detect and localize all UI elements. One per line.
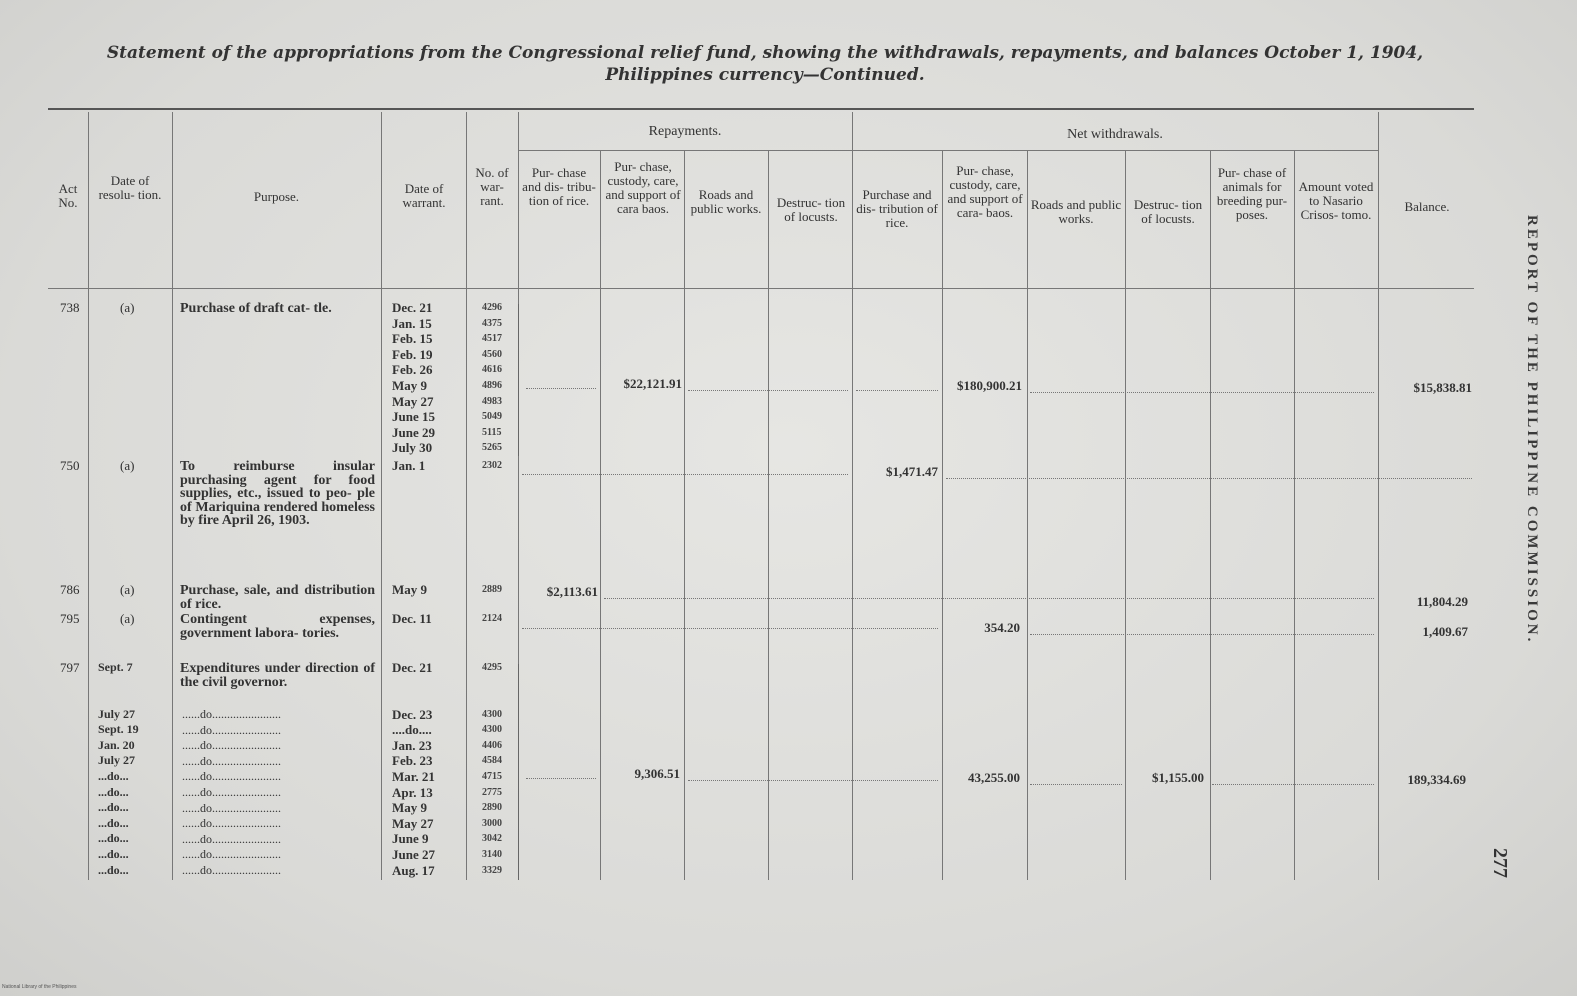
dot-leader	[1212, 784, 1374, 785]
col-line	[852, 112, 853, 880]
repayments-header: Repayments.	[648, 124, 722, 139]
title-line-1: Statement of the appropriations from the Congressional relief fund, showing the withdrawals, repayments, and balances October 1, 1904,	[106, 43, 1424, 63]
warrant-numbers	[482, 660, 502, 878]
header-nw-rice: Purchase and dis- tribution of rice.	[856, 187, 938, 230]
header-date-of-resolution: Date of resolu- tion.	[98, 173, 162, 202]
warrant-dates	[392, 660, 435, 878]
balance-amount: 189,334.69	[1407, 772, 1466, 787]
date-of-resolution: (a)	[120, 300, 135, 315]
warrant-number: 4517	[482, 333, 502, 345]
withdrawal-carabaos-amount: 43,255.00	[968, 770, 1020, 785]
dot-leader	[856, 390, 938, 391]
title-line-2: Philippines currency—Continued.	[605, 65, 925, 85]
header-purpose: Purpose.	[253, 189, 300, 204]
warrant-date: Feb. 15	[392, 331, 433, 347]
warrant-number: 5115	[482, 426, 502, 438]
warrant-number: 2775	[482, 786, 502, 798]
header-rep-carabaos: Pur- chase, custody, care, and support of cara baos.	[605, 159, 681, 216]
dot-leader	[1030, 634, 1374, 635]
warrant-number: 4896	[482, 379, 502, 391]
warrant-date: Aug. 17	[392, 862, 435, 878]
warrant-number: 2302	[482, 460, 502, 471]
dot-leader	[522, 474, 848, 475]
warrant-date: July 30	[392, 440, 433, 456]
act-no: 795	[60, 611, 80, 626]
warrant-date: Feb. 23	[392, 753, 433, 769]
warrant-number: 4300	[482, 724, 502, 736]
warrant-date: June 29	[392, 424, 435, 440]
warrant-date: Apr. 13	[392, 784, 433, 800]
header-rep-locusts: Destruc- tion of locusts.	[776, 195, 846, 224]
header-rep-roads: Roads and public works.	[690, 187, 762, 216]
warrant-number: 2889	[482, 584, 502, 595]
purpose-ditto: ......do.......................	[182, 722, 281, 737]
withdrawal-carabaos-amount: $180,900.21	[957, 378, 1022, 393]
col-line	[942, 150, 943, 880]
net-withdrawals-header: Net withdrawals.	[1067, 127, 1163, 142]
warrant-number: 4560	[482, 348, 502, 360]
date-of-resolution: (a)	[120, 458, 135, 473]
date-of-resolution: Jan. 20	[98, 737, 135, 752]
date-of-resolution: ...do...	[98, 831, 129, 846]
date-of-resolution: ...do...	[98, 862, 129, 877]
repayment-carabaos-amount: 9,306.51	[634, 766, 680, 781]
group-rule	[518, 150, 1378, 151]
warrant-date: Feb. 26	[392, 362, 433, 378]
col-line	[1378, 112, 1379, 880]
warrant-number: 3000	[482, 817, 502, 829]
purpose-text: To reimburse insular purchasing agent for food supplies, etc., issued to peo- ple of Mariquina rendered homeless by fire April 26, 1903.	[180, 459, 375, 528]
header-nw-carabaos: Pur- chase, custody, care, and support of cara- baos.	[947, 163, 1023, 220]
grouping-brace	[514, 664, 519, 880]
warrant-number: 4300	[482, 708, 502, 720]
warrant-date: Dec. 21	[392, 660, 433, 675]
warrant-dates	[392, 300, 435, 456]
header-no-of-warrant: No. of war- rant.	[475, 165, 509, 208]
dot-leader	[688, 780, 938, 781]
purpose-ditto: ......do.......................	[182, 847, 281, 862]
dot-leader	[946, 478, 1472, 479]
date-of-resolution: ...do...	[98, 784, 129, 799]
warrant-date: June 15	[392, 409, 435, 425]
warrant-number: 4715	[482, 770, 502, 782]
act-no: 786	[60, 582, 80, 597]
col-line	[600, 150, 601, 880]
balance-amount: 11,804.29	[1416, 594, 1468, 609]
warrant-date: Dec. 23	[392, 706, 433, 722]
purpose-ditto: ......do.......................	[182, 769, 281, 784]
resolution-dates	[98, 660, 139, 878]
warrant-number: 5049	[482, 411, 502, 423]
purpose-ditto: ......do.......................	[182, 831, 281, 846]
dot-leader	[604, 598, 1374, 599]
dot-leader	[1030, 784, 1122, 785]
col-line	[381, 112, 382, 880]
date-of-resolution: Sept. 7	[98, 660, 133, 674]
warrant-number: 5265	[482, 442, 502, 454]
act-no: 738	[60, 300, 80, 315]
col-line	[684, 150, 685, 880]
warrant-date: May 9	[392, 800, 428, 816]
running-header: REPORT OF THE PHILIPPINE COMMISSION.	[1524, 215, 1540, 645]
purpose-ditto: ......do.......................	[182, 753, 281, 768]
warrant-date: ....do....	[392, 722, 432, 738]
dot-leader	[526, 388, 596, 389]
warrant-number: 4616	[482, 364, 502, 376]
date-of-resolution: Sept. 19	[98, 722, 139, 737]
warrant-date: June 9	[392, 831, 429, 847]
date-of-resolution: July 27	[98, 753, 136, 768]
warrant-date: Feb. 19	[392, 346, 433, 362]
date-of-resolution: ...do...	[98, 800, 129, 815]
purpose-ditto: ......do.......................	[182, 816, 281, 831]
warrant-date: Dec. 11	[392, 611, 432, 626]
header-balance: Balance.	[1404, 199, 1450, 214]
warrant-date: Jan. 1	[392, 458, 426, 473]
warrant-date: Jan. 15	[392, 315, 432, 331]
warrant-date: Mar. 21	[392, 768, 435, 784]
balance-amount: $15,838.81	[1413, 380, 1472, 395]
warrant-number: 4295	[482, 662, 502, 673]
warrant-numbers	[482, 300, 502, 456]
date-of-resolution: (a)	[120, 611, 135, 626]
withdrawal-rice-amount: $1,471.47	[886, 464, 938, 479]
col-line	[172, 112, 173, 880]
header-rule	[48, 288, 1474, 289]
balance-amount: 1,409.67	[1422, 624, 1468, 639]
warrant-number: 2124	[482, 613, 502, 624]
withdrawal-carabaos-amount: 354.20	[984, 620, 1020, 635]
table-title	[40, 42, 1490, 86]
warrant-number: 3329	[482, 864, 502, 876]
warrant-number: 4584	[482, 755, 502, 767]
page-number: 277	[1489, 848, 1511, 878]
purpose-text: Purchase, sale, and distribution of rice.	[180, 583, 375, 612]
act-no: 797	[60, 660, 80, 675]
warrant-number: 4296	[482, 302, 502, 313]
warrant-date: May 9	[392, 377, 428, 393]
header-nw-roads: Roads and public works.	[1030, 197, 1122, 226]
date-of-resolution: ...do...	[98, 768, 129, 783]
col-line	[1027, 150, 1028, 880]
purpose-text: Expenditures under direction of the civil governor.	[180, 661, 375, 690]
purpose-ditto-list	[182, 707, 281, 879]
header-nw-nasario: Amount voted to Nasario Crisos- tomo.	[1298, 179, 1374, 222]
col-line	[88, 112, 89, 880]
warrant-number: 3140	[482, 848, 502, 860]
dot-leader	[1030, 392, 1374, 393]
purpose-ditto: ......do.......................	[182, 738, 281, 753]
purpose-ditto: ......do.......................	[182, 862, 281, 877]
warrant-date: May 9	[392, 582, 428, 597]
col-line	[1210, 150, 1211, 880]
footer-credit: National Library of the Philippines	[2, 984, 77, 990]
warrant-date: May 27	[392, 815, 434, 831]
date-of-resolution: (a)	[120, 582, 135, 597]
col-line	[466, 112, 467, 880]
warrant-date: May 27	[392, 393, 434, 409]
warrant-date: June 27	[392, 846, 435, 862]
warrant-date: Jan. 23	[392, 737, 432, 753]
col-line	[768, 150, 769, 880]
warrant-date: Dec. 21	[392, 300, 433, 315]
warrant-number: 4375	[482, 317, 502, 329]
header-date-of-warrant: Date of warrant.	[402, 181, 446, 210]
repayment-rice-amount: $2,113.61	[546, 584, 598, 599]
header-nw-locusts: Destruc- tion of locusts.	[1133, 197, 1203, 226]
header-nw-animals: Pur- chase of animals for breeding pur- poses.	[1216, 165, 1288, 222]
warrant-number: 4406	[482, 739, 502, 751]
act-no: 750	[60, 458, 80, 473]
purpose-ditto: ......do.......................	[182, 784, 281, 799]
dot-leader	[526, 778, 596, 779]
dot-leader	[688, 390, 848, 391]
repayment-carabaos-amount: $22,121.91	[623, 376, 682, 391]
grouping-brace	[514, 304, 519, 456]
date-of-resolution: ...do...	[98, 815, 129, 830]
date-of-resolution: July 27	[98, 706, 136, 721]
col-line	[1294, 150, 1295, 880]
purpose-ditto: ......do.......................	[182, 707, 281, 721]
header-rep-rice: Pur- chase and dis- tribu- tion of rice.	[522, 165, 596, 208]
warrant-number: 4983	[482, 395, 502, 407]
warrant-number: 3042	[482, 833, 502, 845]
withdrawal-locusts-amount: $1,155.00	[1152, 770, 1204, 785]
purpose-text: Contingent expenses, government labora- tories.	[180, 612, 375, 641]
date-of-resolution: ...do...	[98, 846, 129, 861]
purpose-ditto: ......do.......................	[182, 800, 281, 815]
header-act-no: Act No.	[58, 181, 78, 210]
dot-leader	[522, 628, 938, 629]
warrant-number: 2890	[482, 802, 502, 814]
purpose-text: Purchase of draft cat- tle.	[180, 301, 332, 316]
top-rule	[48, 108, 1474, 110]
